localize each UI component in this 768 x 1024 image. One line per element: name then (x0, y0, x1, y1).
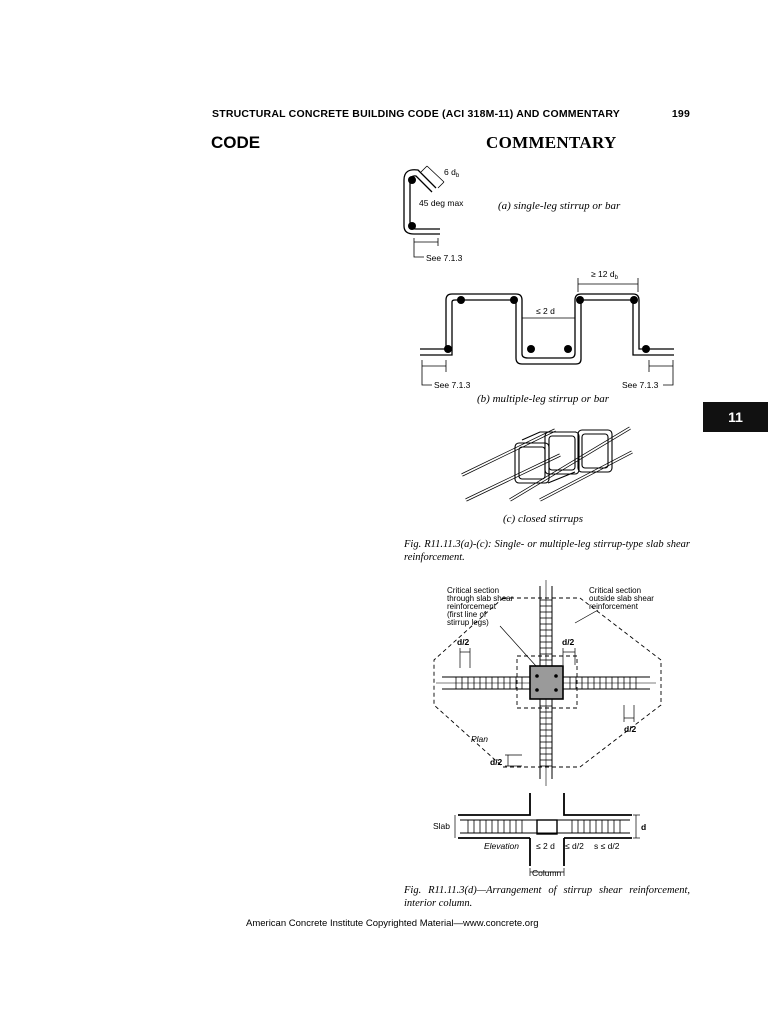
d2-label-c: d/2 (624, 724, 637, 734)
figure-c-drawing (462, 428, 632, 500)
page-number: 199 (671, 108, 690, 120)
fig-a-label-see: See 7.1.3 (426, 253, 463, 263)
slab-label: Slab (433, 821, 451, 831)
rebar-dot (535, 674, 539, 678)
chapter-tab: 11 (703, 402, 768, 432)
column-plan (530, 666, 563, 699)
d-label: d (641, 822, 647, 832)
rebar-dot (564, 345, 572, 353)
fig-b-label-2d: ≤ 2 d (536, 306, 555, 316)
fig-a-label-db: 6 $d_b$ (444, 167, 460, 179)
footer: American Concrete Institute Copyrighted Material—www.concrete.org (246, 918, 539, 929)
fig-a-label-angle: 45 deg max (419, 198, 464, 208)
figure-d-elevation (455, 793, 640, 876)
commentary-column-heading: COMMENTARY (486, 133, 617, 152)
critical-right-label: Critical section outside slab shear reinforcement (589, 586, 654, 611)
fig-b-label-see-right: See 7.1.3 (622, 380, 659, 390)
d2-label-b: d/2 (562, 637, 575, 647)
figure-caption-d: Fig. R11.11.3(d)—Arrangement of stirrup shear reinforcement, interior column. (404, 885, 690, 909)
caption-b: (b) multiple-leg stirrup or bar (477, 393, 609, 405)
le2d-label: ≤ 2 d (536, 841, 555, 851)
sled2-label: s ≤ d/2 (594, 841, 620, 851)
rebar-dot (510, 296, 518, 304)
led2-label: ≤ d/2 (565, 841, 584, 851)
plan-label: Plan (471, 734, 489, 744)
column-label: Column (532, 868, 562, 878)
figure-caption-abc: Fig. R11.11.3(a)-(c): Single- or multiple-leg stirrup-type slab shear reinforcement. (404, 539, 690, 563)
caption-a: (a) single-leg stirrup or bar (498, 200, 621, 212)
rebar-dot (554, 674, 558, 678)
rebar-dot (535, 688, 539, 692)
rebar-dot (527, 345, 535, 353)
rebar-dot (408, 222, 416, 230)
rebar-dot (457, 296, 465, 304)
rebar-dot (408, 176, 416, 184)
code-column-heading: CODE (211, 133, 261, 152)
rebar-dot (642, 345, 650, 353)
critical-left-label: Critical section through slab shear reinforcement (first line of stirrup legs) (447, 586, 514, 627)
fig-b-label-see-left: See 7.1.3 (434, 380, 471, 390)
d2-label-a: d/2 (457, 637, 470, 647)
elevation-label: Elevation (484, 841, 519, 851)
rebar-dot (444, 345, 452, 353)
rebar-dot (554, 688, 558, 692)
d2-label-d: d/2 (490, 757, 503, 767)
caption-c: (c) closed stirrups (503, 513, 584, 525)
rebar-dot (630, 296, 638, 304)
figure-b-drawing (420, 278, 674, 385)
header-title: STRUCTURAL CONCRETE BUILDING CODE (ACI 318M-11) AND COMMENTARY (212, 108, 620, 120)
fig-b-label-12db: ≥ 12 $d_b$ (591, 269, 618, 281)
rebar-dot (576, 296, 584, 304)
